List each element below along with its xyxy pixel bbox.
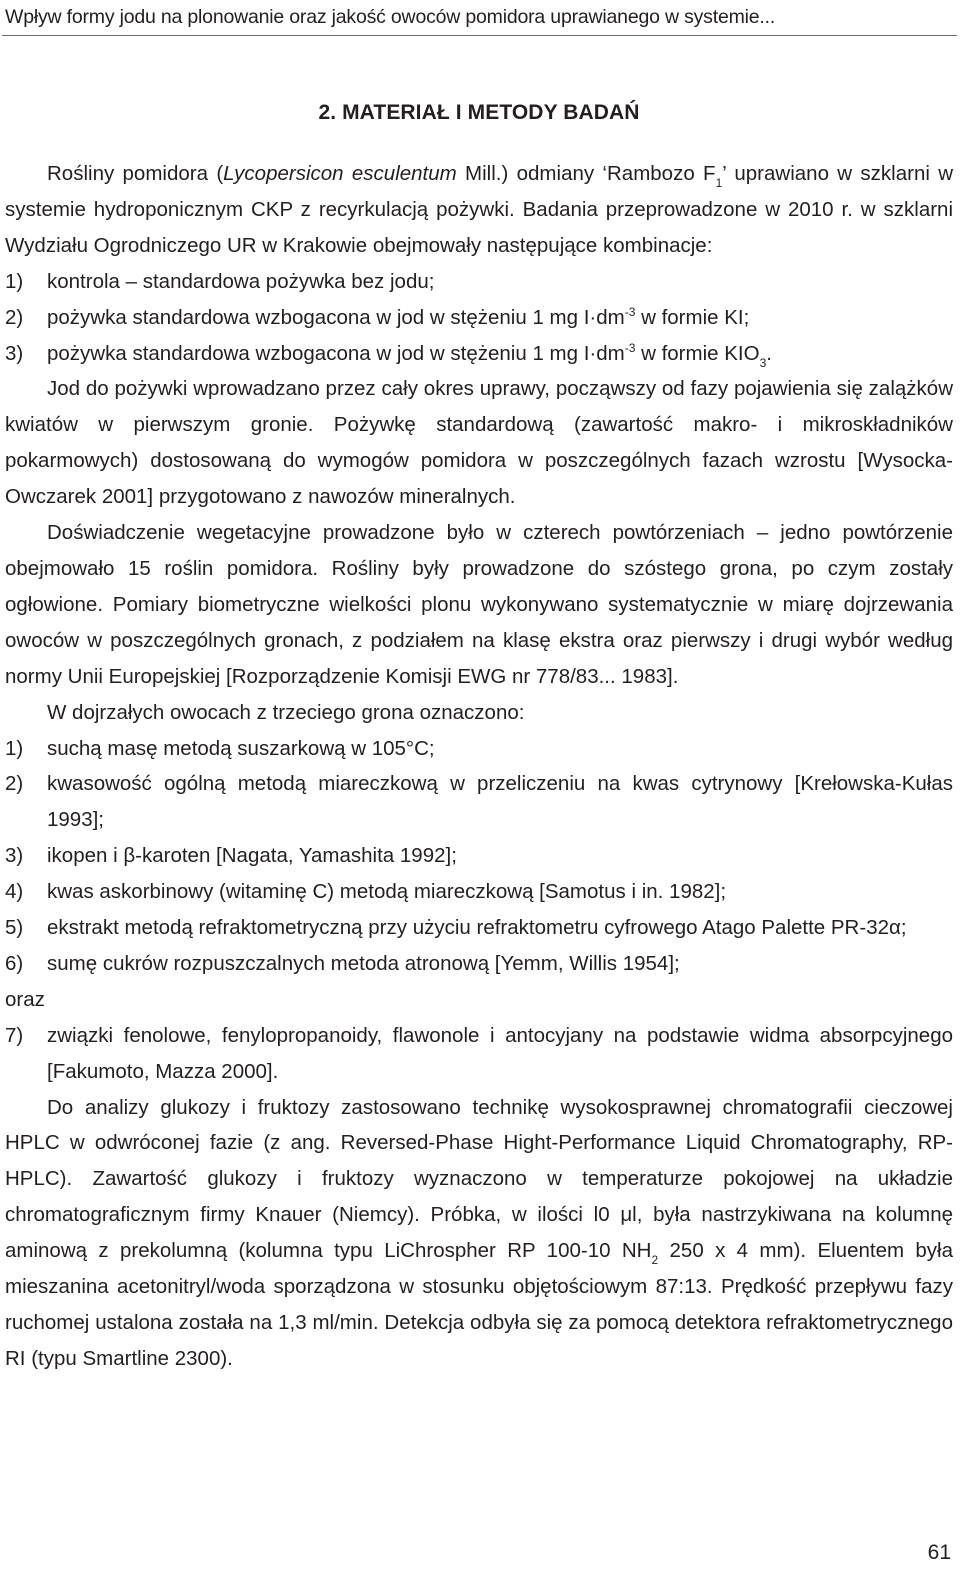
text-run: Rośliny pomidora ( — [47, 162, 224, 185]
text-run: 250 x 4 mm). Eluentem była mieszanina acetonitryl/woda sporządzona w stosunku objętościowym 87:13. Prędkość przepływu fazy ruchomej ustalona została na 1,3 ml/min. Detekcja odbyła się za pomocą detektora refraktometrycznego RI (typu Smartline 2300). — [5, 1239, 954, 1370]
paragraph-experiment: Doświadczenie wegetacyjne prowadzone było w czterech powtórzeniach – jedno powtórzenie obejmowało 15 roślin pomidora. Rośliny były prowadzone do szóstego grona, po czym zostały ogłowione. Pomiary biometryczne wielkości plonu wykonywano systematycznie w miarę dojrzewania owoców w poszczególnych gronach, z podziałem na klasę ekstra oraz pierwszy i drugi wybór według normy Unii Europejskiej [Rozporządzenie Komisji EWG nr 778/83... 1983]. — [5, 521, 953, 688]
list-text: kwasowość ogólną metodą miareczkową w przeliczeniu na kwas cytrynowy [Krełowska-Kułas 1993]; — [47, 772, 953, 832]
running-header: Wpływ formy jodu na plonowanie oraz jakość owoców pomidora uprawianego w systemie... — [5, 6, 776, 28]
species-name: Lycopersicon esculentum — [223, 162, 457, 185]
list-number: 2) — [5, 305, 24, 329]
list-number: 3) — [5, 844, 24, 868]
list-text: . — [766, 341, 772, 365]
list-number: 1) — [5, 736, 24, 760]
list-item — [5, 264, 953, 300]
list-text: sumę cukrów rozpuszczalnych metoda atronową [Yemm, Willis 1954]; — [47, 951, 680, 975]
list-text: kwas askorbinowy (witaminę C) metodą miareczkową [Samotus i in. 1982]; — [47, 880, 727, 904]
superscript: -3 — [624, 304, 636, 319]
list-item — [5, 910, 953, 946]
list-item — [5, 946, 953, 982]
list-number: 3) — [5, 341, 24, 365]
subscript: 2 — [651, 1253, 659, 1268]
list-number: 6) — [5, 951, 24, 975]
list-item — [5, 336, 953, 372]
section-heading: 2. MATERIAŁ I METODY BADAŃ — [318, 101, 640, 124]
paragraph-plant-material — [5, 156, 953, 264]
list-item — [5, 838, 953, 874]
list-text: związki fenolowe, fenylopropanoidy, flawonole i antocyjany na podstawie widma absorpcyjnego [Fakumoto, Mazza 2000]. — [47, 1023, 953, 1083]
list-text: w formie KIO — [635, 341, 760, 365]
list-number: 2) — [5, 772, 24, 796]
connector-text: oraz — [5, 987, 45, 1011]
list-text: pożywka standardowa wzbogacona w jod w stężeniu 1 mg I·dm — [47, 305, 625, 329]
list-text: suchą masę metodą suszarkową w 105°C; — [47, 736, 435, 760]
paragraph-determinations-intro: W dojrzałych owocach z trzeciego grona oznaczono: — [47, 700, 525, 724]
list-text: w formie KI; — [635, 305, 750, 329]
list-text: kontrola – standardowa pożywka bez jodu; — [47, 269, 435, 293]
header-rule — [2, 35, 957, 36]
subscript: 1 — [715, 176, 723, 190]
superscript: -3 — [624, 340, 636, 355]
list-number: 5) — [5, 916, 24, 940]
page-number: 61 — [927, 1541, 951, 1564]
text-run: ’ uprawiano w szklarni w systemie hydroponicznym CKP z recyrkulacją pożywki. Badania przeprowadzone w 2010 r. w szklarni Wydziału Ogrodniczego UR w Krakowie obejmowały następujące kombinacje: — [5, 162, 954, 257]
list-item — [5, 300, 953, 336]
list-item — [5, 731, 953, 767]
paragraph-hplc — [5, 1090, 953, 1377]
text-run: Do analizy glukozy i fruktozy zastosowano technikę wysokosprawnej chromatografii cieczowej HPLC w odwróconej fazie (z ang. Reversed-Phase Hight-Performance Liquid Chromatography, RP-HPLC). Zawartość glukozy i fruktozy wyznaczono w temperaturze pokojowej na układzie chromatograficznym firmy Knauer (Niemcy). Próbka, w ilości l0 μl, była nastrzykiwana na kolumnę aminową z prekolumną (kolumna typu LiChrospher RP 100-10 NH — [5, 1095, 953, 1263]
list-text: ikopen i β-karoten [Nagata, Yamashita 1992]; — [47, 844, 457, 868]
list-item — [5, 1018, 953, 1090]
subscript: 3 — [759, 355, 767, 370]
list-number: 4) — [5, 880, 24, 904]
body-text — [5, 156, 953, 1377]
text-run: Mill.) odmiany ‘Rambozo F — [456, 162, 716, 185]
list-text: pożywka standardowa wzbogacona w jod w stężeniu 1 mg I·dm — [47, 341, 625, 365]
list-text: ekstrakt metodą refraktometryczną przy użyciu refraktometru cyfrowego Atago Palette PR-32α; — [47, 916, 907, 940]
list-item — [5, 874, 953, 910]
paragraph-iodine: Jod do pożywki wprowadzano przez cały okres uprawy, począwszy od fazy pojawienia się zalążków kwiatów w pierwszym gronie. Pożywkę standardową (zawartość makro- i mikroskładników pokarmowych) dostosowaną do wymogów pomidora w poszczególnych fazach wzrostu [Wysocka-Owczarek 2001] przygotowano z nawozów mineralnych. — [5, 377, 953, 509]
list-item — [5, 766, 953, 838]
list-number: 7) — [5, 1023, 24, 1047]
list-number: 1) — [5, 269, 24, 293]
